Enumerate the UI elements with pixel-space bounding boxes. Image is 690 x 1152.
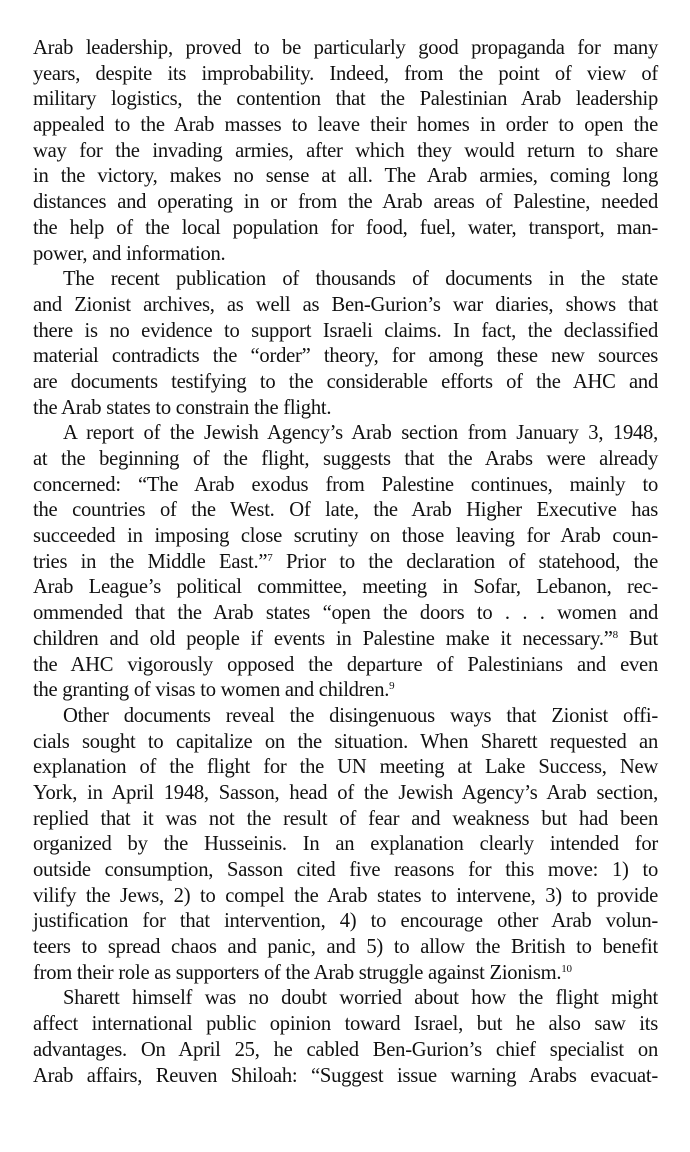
text-line: concerned: “The Arab exodus from Palestine continues, mainly to — [33, 473, 658, 496]
text-line: years, despite its improbability. Indeed, from the point of view of — [33, 62, 658, 85]
text-span: the granting of visas to women and children. — [33, 679, 390, 702]
text-line: there is no evidence to support Israeli claims. In fact, the declassified — [33, 319, 658, 342]
text-line: outside consumption, Sasson cited five reasons for this move: 1) to — [33, 859, 658, 881]
paragraph-4 — [33, 704, 658, 987]
text-line-with-footnote — [33, 627, 658, 653]
text-line: appealed to the Arab masses to leave their homes in order to open the — [33, 114, 658, 137]
text-line: way for the invading armies, after which they would return to share — [33, 139, 658, 162]
book-page — [33, 36, 658, 1089]
text-line: and Zionist archives, as well as Ben-Gurion’s war diaries, shows that — [33, 293, 658, 316]
text-line: Other documents reveal the disingenuous ways that Zionist offi- — [63, 704, 658, 727]
paragraph-1 — [33, 36, 658, 267]
text-line: the AHC vigorously opposed the departure of Palestinians and even — [33, 653, 658, 676]
text-line: succeeded in imposing close scrutiny on those leaving for Arab coun- — [33, 525, 658, 548]
footnote-marker-10[interactable]: 10 — [561, 962, 572, 975]
footnote-marker-9[interactable]: 9 — [389, 680, 395, 693]
footnote-marker-7[interactable]: 7 — [267, 551, 273, 564]
text-line: A report of the Jewish Agency’s Arab section from January 3, 1948, — [63, 422, 658, 445]
paragraph-2 — [33, 267, 658, 421]
text-line: in the victory, makes no sense at all. The Arab armies, coming long — [33, 165, 658, 188]
text-line-with-footnote — [33, 550, 658, 576]
text-line: power, and information. — [33, 242, 226, 265]
text-line: Arab leadership, proved to be particularly good propaganda for many — [33, 37, 658, 59]
paragraph-3 — [33, 421, 658, 704]
text-line: are documents testifying to the considerable efforts of the AHC and — [33, 370, 658, 393]
text-span: children and old people if events in Palestine make it necessary.” — [33, 627, 613, 650]
text-line: affect international public opinion toward Israel, but he also saw its — [33, 1013, 658, 1036]
text-line: replied that it was not the result of fear and weakness but had been — [33, 807, 658, 830]
text-line: cials sought to capitalize on the situation. When Sharett requested an — [33, 730, 658, 753]
text-line: material contradicts the “order” theory, for among these new sources — [33, 345, 658, 368]
text-line: explanation of the flight for the UN meeting at Lake Success, New — [33, 756, 658, 779]
text-line: at the beginning of the flight, suggests that the Arabs were already — [33, 448, 658, 470]
text-line: vilify the Jews, 2) to compel the Arab states to intervene, 3) to provide — [33, 884, 658, 907]
text-line: military logistics, the contention that the Palestinian Arab leadership — [33, 88, 658, 111]
text-span: tries in the Middle East.” — [33, 550, 268, 573]
text-line: organized by the Husseinis. In an explanation clearly intended for — [33, 833, 658, 856]
text-line: ommended that the Arab states “open the doors to . . . women and — [33, 602, 658, 625]
text-line: The recent publication of thousands of documents in the state — [63, 268, 658, 291]
text-line: Arab affairs, Reuven Shiloah: “Suggest issue warning Arabs evacuat- — [33, 1064, 658, 1087]
text-span: But — [617, 627, 658, 650]
text-line: the help of the local population for food, fuel, water, transport, man- — [33, 216, 658, 239]
footnote-marker-8[interactable]: 8 — [612, 628, 618, 641]
text-line: teers to spread chaos and panic, and 5) to allow the British to benefit — [33, 936, 658, 959]
text-line: justification for that intervention, 4) to encourage other Arab volun- — [33, 910, 658, 933]
paragraph-5 — [33, 986, 658, 1089]
text-line: York, in April 1948, Sasson, head of the Jewish Agency’s Arab section, — [33, 781, 658, 804]
text-line: Arab League’s political committee, meeting in Sofar, Lebanon, rec- — [33, 576, 658, 599]
text-line-with-footnote — [33, 678, 658, 704]
text-line: advantages. On April 25, he cabled Ben-Gurion’s chief specialist on — [33, 1038, 658, 1061]
text-line: distances and operating in or from the Arab areas of Palestine, needed — [33, 191, 658, 214]
text-line: the Arab states to constrain the flight. — [33, 396, 332, 419]
text-line-with-footnote — [33, 961, 658, 987]
text-line: Sharett himself was no doubt worried about how the flight might — [63, 987, 658, 1010]
text-span: Prior to the declaration of statehood, the — [272, 550, 658, 573]
text-line: the countries of the West. Of late, the Arab Higher Executive has — [33, 499, 658, 522]
text-span: from their role as supporters of the Arab struggle against Zionism. — [33, 961, 562, 984]
